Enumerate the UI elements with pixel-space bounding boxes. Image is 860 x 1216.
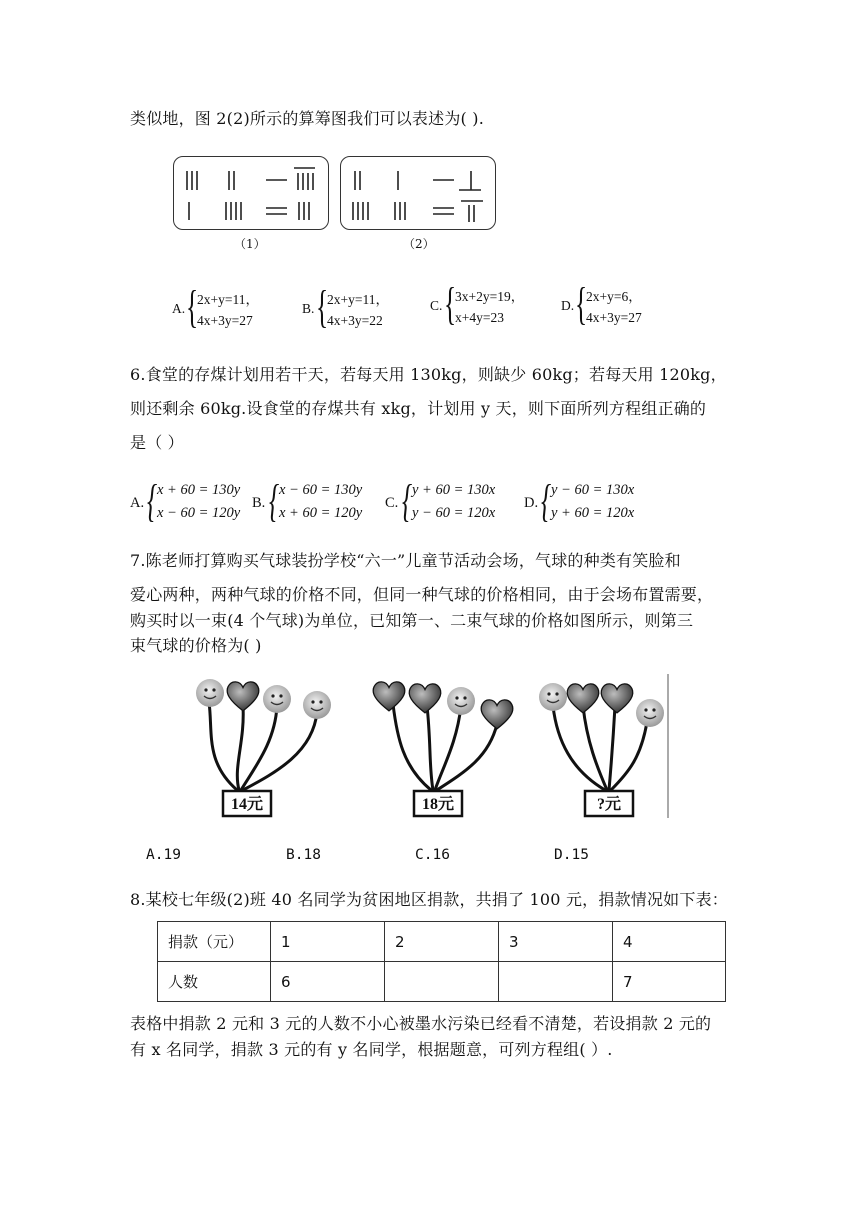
q6-option-a[interactable] bbox=[130, 475, 255, 526]
equation-2: y + 60 = 120x bbox=[551, 505, 635, 521]
equation-2: x + 60 = 120y bbox=[279, 505, 363, 521]
table-cell bbox=[499, 962, 613, 1002]
q6-option-c[interactable] bbox=[385, 475, 510, 526]
equation-2: 4x+3y=27 bbox=[586, 310, 642, 325]
price-label-3: ?元 bbox=[596, 796, 621, 813]
figure-label-1: （1） bbox=[234, 237, 266, 251]
table-cell: 捐款（元） bbox=[158, 922, 271, 962]
brace-icon: { bbox=[444, 278, 457, 329]
q7-option-a[interactable]: A.19 bbox=[146, 847, 181, 863]
table-cell: 1 bbox=[271, 922, 385, 962]
table-cell: 2 bbox=[385, 922, 499, 962]
equation-1: 2x+y=11， bbox=[327, 292, 389, 307]
brace-icon: { bbox=[269, 475, 280, 526]
heart-balloon-icon bbox=[481, 700, 513, 729]
q5-option-a[interactable] bbox=[172, 281, 282, 332]
equation-2: y − 60 = 120x bbox=[412, 505, 496, 521]
smiley-balloon-icon bbox=[196, 679, 224, 707]
q7-option-b[interactable]: B.18 bbox=[286, 847, 321, 863]
figure-label-2: （2） bbox=[403, 237, 435, 251]
brace-icon: { bbox=[186, 281, 199, 332]
question-7-line-3: 购买时以一束(4 个气球)为单位，已知第一、二束气球的价格如图所示，则第三 bbox=[130, 611, 694, 630]
table-cell bbox=[385, 962, 499, 1002]
question-6-line-2: 则还剩余 60kg.设食堂的存煤共有 xkg，计划用 y 天，则下面所列方程组正确的 bbox=[130, 399, 707, 418]
heart-balloon-icon bbox=[373, 682, 405, 711]
question-7-line-4: 束气球的价格为( ) bbox=[130, 636, 262, 655]
equation-2: 4x+3y=27 bbox=[197, 313, 253, 328]
option-label: B. bbox=[252, 495, 266, 511]
question-8-line-3: 有 x 名同学，捐款 3 元的有 y 名同学，根据题意，可列方程组( ）. bbox=[130, 1040, 613, 1059]
heart-balloon-icon bbox=[227, 682, 259, 711]
q7-option-d[interactable]: D.15 bbox=[554, 847, 589, 863]
question-5-prompt: 类似地，图 2(2)所示的算筹图我们可以表述为( ). bbox=[130, 109, 484, 128]
question-7-line-2: 爱心两种，两种气球的价格不同，但同一种气球的价格相同，由于会场布置需要， bbox=[130, 585, 714, 604]
equation-1: 2x+y=11， bbox=[197, 292, 259, 307]
option-label: B. bbox=[302, 301, 315, 316]
heart-balloon-icon bbox=[409, 684, 441, 713]
smiley-balloon-icon bbox=[636, 699, 664, 727]
question-7-line-1: 7.陈老师打算购买气球装扮学校“六一”儿童节活动会场，气球的种类有笑脸和 bbox=[130, 551, 681, 570]
price-label-1: 14元 bbox=[230, 796, 263, 813]
option-label: A. bbox=[172, 301, 186, 316]
smiley-balloon-icon bbox=[447, 687, 475, 715]
question-6-line-3: 是（ ） bbox=[130, 433, 184, 452]
question-6-line-1: 6.食堂的存煤计划用若干天，若每天用 130kg，则缺少 60kg；若每天用 120kg， bbox=[130, 365, 727, 384]
table-row bbox=[158, 962, 726, 1002]
price-label-2: 18元 bbox=[421, 796, 454, 813]
rod-figure-1-drawing bbox=[174, 157, 328, 229]
rod-figure-1 bbox=[173, 156, 329, 230]
equation-1: x − 60 = 130y bbox=[279, 482, 363, 498]
table-cell: 6 bbox=[271, 962, 385, 1002]
equation-1: y − 60 = 130x bbox=[551, 482, 635, 498]
brace-icon: { bbox=[147, 475, 158, 526]
rod-figure-2 bbox=[340, 156, 496, 230]
table-cell: 7 bbox=[613, 962, 726, 1002]
q5-option-d[interactable] bbox=[561, 278, 676, 329]
equation-1: 2x+y=6， bbox=[586, 289, 642, 304]
equation-1: x + 60 = 130y bbox=[157, 482, 241, 498]
question-8-line-2: 表格中捐款 2 元和 3 元的人数不小心被墨水污染已经看不清楚，若设捐款 2 元的 bbox=[130, 1014, 712, 1033]
question-8-line-1: 8.某校七年级(2)班 40 名同学为贫困地区捐款，共捐了 100 元，捐款情况如下表： bbox=[130, 890, 728, 909]
q5-option-c[interactable] bbox=[430, 278, 545, 329]
option-label: C. bbox=[385, 495, 399, 511]
rod-figure-2-drawing bbox=[341, 157, 495, 229]
q6-option-b[interactable] bbox=[252, 475, 377, 526]
donation-table bbox=[157, 921, 726, 1002]
q6-option-d[interactable] bbox=[524, 475, 649, 526]
option-label: C. bbox=[430, 298, 443, 313]
brace-icon: { bbox=[316, 281, 329, 332]
q7-option-c[interactable]: C.16 bbox=[415, 847, 450, 863]
brace-icon: { bbox=[402, 475, 413, 526]
table-cell: 人数 bbox=[158, 962, 271, 1002]
equation-2: x+4y=23 bbox=[455, 310, 504, 325]
smiley-balloon-icon bbox=[263, 685, 291, 713]
equation-2: x − 60 = 120y bbox=[157, 505, 241, 521]
heart-balloon-icon bbox=[567, 684, 599, 713]
equation-2: 4x+3y=22 bbox=[327, 313, 383, 328]
table-cell: 3 bbox=[499, 922, 613, 962]
option-label: A. bbox=[130, 495, 145, 511]
table-row bbox=[158, 922, 726, 962]
brace-icon: { bbox=[575, 278, 588, 329]
smiley-balloon-icon bbox=[303, 691, 331, 719]
option-label: D. bbox=[524, 495, 539, 511]
equation-1: 3x+2y=19， bbox=[455, 289, 525, 304]
smiley-balloon-icon bbox=[539, 683, 567, 711]
brace-icon: { bbox=[541, 475, 552, 526]
heart-balloon-icon bbox=[601, 684, 633, 713]
option-label: D. bbox=[561, 298, 575, 313]
equation-1: y + 60 = 130x bbox=[412, 482, 496, 498]
q5-option-b[interactable] bbox=[302, 281, 412, 332]
table-cell: 4 bbox=[613, 922, 726, 962]
